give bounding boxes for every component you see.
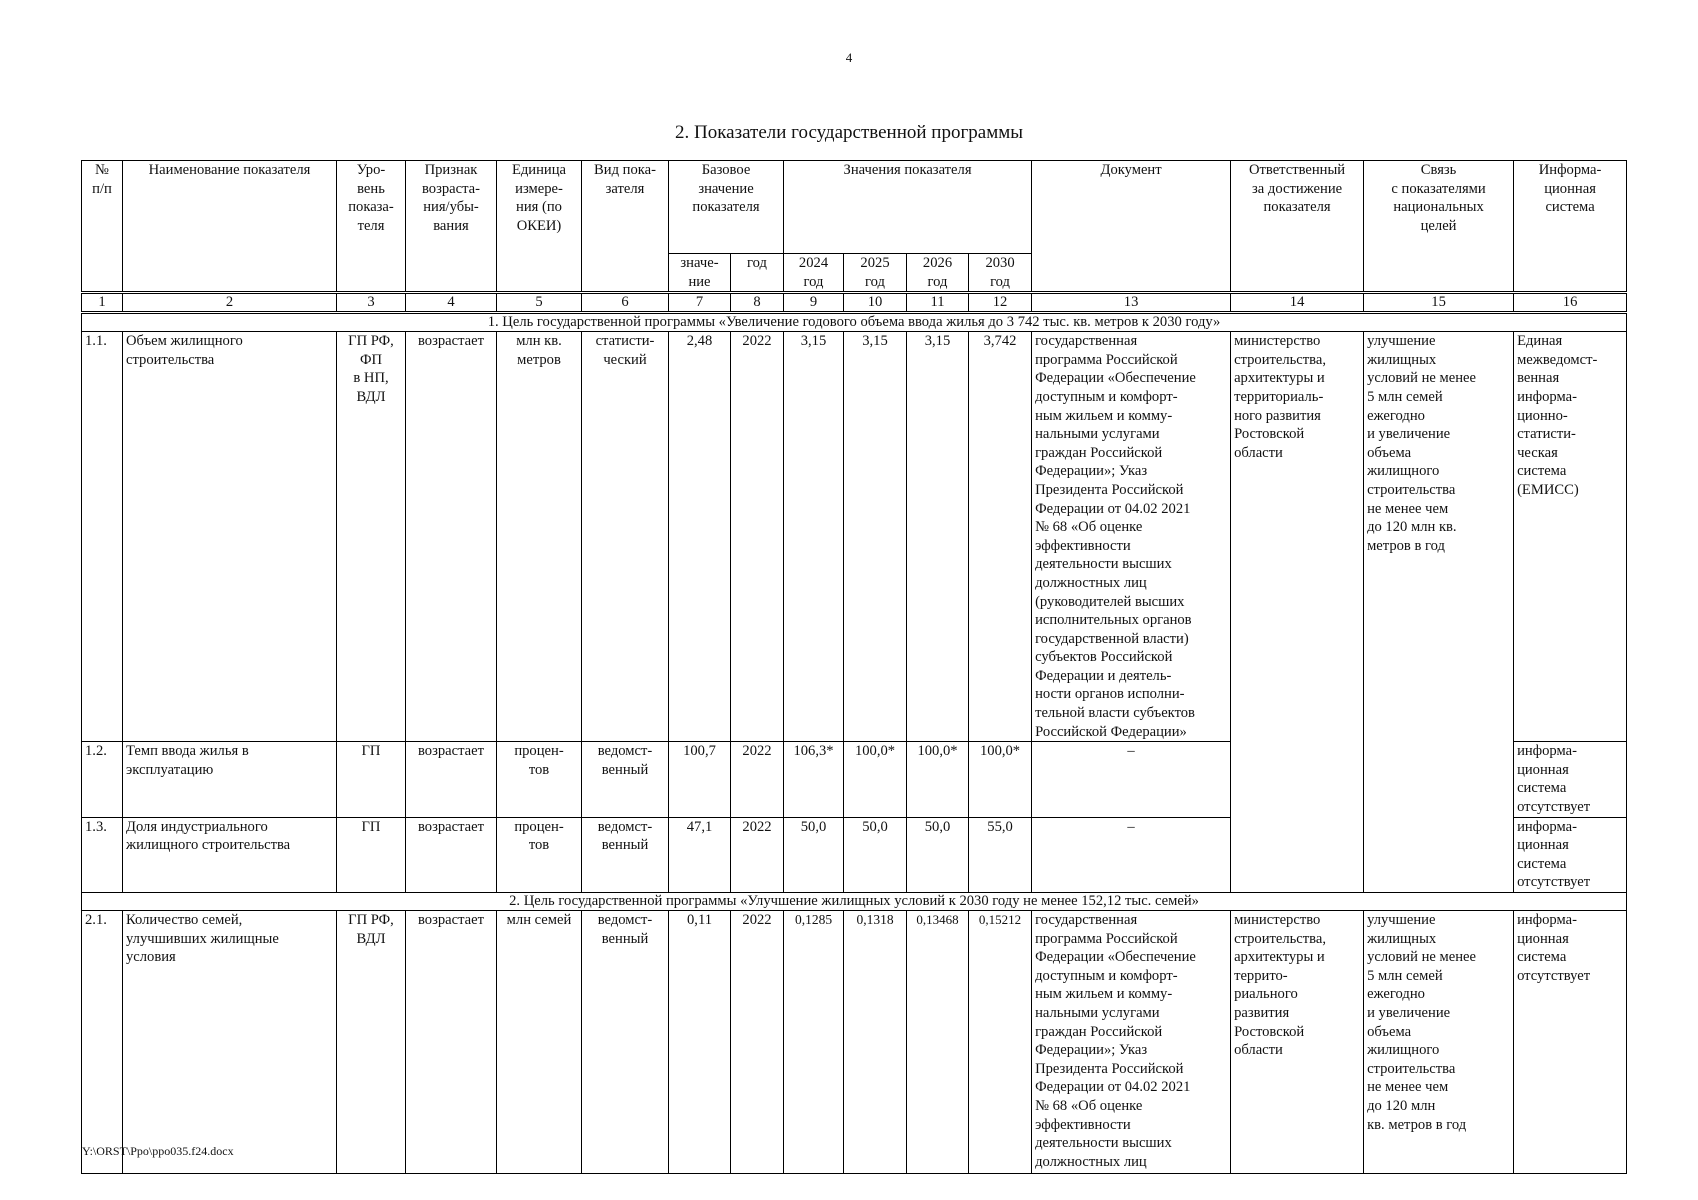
value-2025: 100,0* — [844, 742, 907, 817]
base-year: 2022 — [731, 742, 784, 817]
value-2030: 3,742 — [969, 332, 1032, 742]
indicator-trend: возрастает — [406, 911, 497, 1174]
value-2026: 0,13468 — [907, 911, 969, 1174]
column-number: 15 — [1364, 293, 1514, 313]
indicator-trend: возрастает — [406, 332, 497, 742]
column-number: 11 — [907, 293, 969, 313]
header-name: Наименование показателя — [123, 161, 337, 293]
indicator-level: ГП — [337, 742, 406, 817]
header-base: Базовое значение показателя — [669, 161, 784, 254]
column-number: 14 — [1231, 293, 1364, 313]
header-2030: 2030 год — [969, 254, 1032, 293]
value-2024: 0,1285 — [784, 911, 844, 1174]
header-base-value: значе- ние — [669, 254, 731, 293]
table-row — [82, 911, 1627, 1174]
footer-file-path: Y:\ORST\Ppo\ppo035.f24.docx — [82, 1144, 234, 1158]
indicator-trend: возрастает — [406, 742, 497, 817]
column-number: 2 — [123, 293, 337, 313]
value-2024: 3,15 — [784, 332, 844, 742]
document-cell: государственная программа Российской Федерации «Обеспечение доступным и комфорт- ным жильем и комму- нальными услугами граждан Российской Федерации»; Указ Президента Российской Федерации от 04.02 2021 № 68 «Об оценке эффективности деятельности высших должностных лиц (руководителей высших исполнительных органов государственной власти) субъектов Российской Федерации и деятель- ности органов исполни- тельной власти субъектов Российской Федерации» — [1032, 332, 1231, 742]
value-2025: 3,15 — [844, 332, 907, 742]
document-cell: – — [1032, 817, 1231, 892]
section-title: 2. Показатели государственной программы — [674, 122, 1024, 143]
column-number: 6 — [582, 293, 669, 313]
responsible-cell: министерство строительства, архитектуры и террито- риального развития Ростовской области — [1231, 911, 1364, 1174]
indicator-name: Количество семей, улучшивших жилищные условия — [123, 911, 337, 1174]
header-trend: Признак возраста- ния/убы- вания — [406, 161, 497, 293]
value-2026: 3,15 — [907, 332, 969, 742]
column-number: 1 — [82, 293, 123, 313]
header-type: Вид пока- зателя — [582, 161, 669, 293]
header-unit: Единица измере- ния (по ОКЕИ) — [497, 161, 582, 293]
infosystem-cell: информа- ционная система отсутствует — [1514, 817, 1627, 892]
header-row-1 — [82, 161, 1627, 254]
header-num: № п/п — [82, 161, 123, 293]
value-2024: 106,3* — [784, 742, 844, 817]
indicator-name: Доля индустриального жилищного строительства — [123, 817, 337, 892]
base-value: 0,11 — [669, 911, 731, 1174]
national-goals-link-cell: улучшение жилищных условий не менее 5 млн семей ежегодно и увеличение объема жилищного строительства не менее чем до 120 млн кв. метров в год — [1364, 911, 1514, 1174]
value-2030: 0,15212 — [969, 911, 1032, 1174]
value-2025: 50,0 — [844, 817, 907, 892]
header-2025: 2025 год — [844, 254, 907, 293]
row-num: 2.1. — [82, 911, 123, 1174]
infosystem-cell: Единая межведомст- венная информа- ционно- статисти- ческая система (ЕМИСС) — [1514, 332, 1627, 742]
header-2026: 2026 год — [907, 254, 969, 293]
responsible-cell: министерство строительства, архитектуры и территориаль- ного развития Ростовской области — [1231, 332, 1364, 893]
value-2026: 50,0 — [907, 817, 969, 892]
indicator-level: ГП — [337, 817, 406, 892]
goal-1-heading: 1. Цель государственной программы «Увеличение годового объема ввода жилья до 3 742 тыс. кв. метров к 2030 году» — [82, 313, 1627, 332]
column-number: 16 — [1514, 293, 1627, 313]
header-2024: 2024 год — [784, 254, 844, 293]
value-2030: 100,0* — [969, 742, 1032, 817]
indicator-unit: процен- тов — [497, 817, 582, 892]
base-value: 2,48 — [669, 332, 731, 742]
column-numbers-row — [82, 293, 1627, 313]
indicator-type: ведомст- венный — [582, 742, 669, 817]
base-value: 100,7 — [669, 742, 731, 817]
goal-row — [82, 313, 1627, 332]
header-link: Связь с показателями национальных целей — [1364, 161, 1514, 293]
header-values: Значения показателя — [784, 161, 1032, 254]
indicator-unit: процен- тов — [497, 742, 582, 817]
indicators-table — [81, 160, 1627, 1174]
infosystem-cell: информа- ционная система отсутствует — [1514, 742, 1627, 817]
header-level: Уро- вень показа- теля — [337, 161, 406, 293]
goal-row — [82, 893, 1627, 911]
base-year: 2022 — [731, 817, 784, 892]
base-value: 47,1 — [669, 817, 731, 892]
row-num: 1.1. — [82, 332, 123, 742]
column-number: 4 — [406, 293, 497, 313]
page-number: 4 — [845, 50, 853, 65]
indicator-name: Темп ввода жилья в эксплуатацию — [123, 742, 337, 817]
infosystem-cell: информа- ционная система отсутствует — [1514, 911, 1627, 1174]
base-year: 2022 — [731, 911, 784, 1174]
value-2024: 50,0 — [784, 817, 844, 892]
indicator-type: ведомст- венный — [582, 911, 669, 1174]
column-number: 8 — [731, 293, 784, 313]
national-goals-link-cell: улучшение жилищных условий не менее 5 млн семей ежегодно и увеличение объема жилищного строительства не менее чем до 120 млн кв. метров в год — [1364, 332, 1514, 893]
column-number: 12 — [969, 293, 1032, 313]
value-2026: 100,0* — [907, 742, 969, 817]
document-cell: – — [1032, 742, 1231, 817]
table-row — [82, 332, 1627, 742]
indicator-level: ГП РФ, ФП в НП, ВДЛ — [337, 332, 406, 742]
goal-2-heading: 2. Цель государственной программы «Улучшение жилищных условий к 2030 году не менее 152,12 тыс. семей» — [82, 893, 1627, 911]
indicator-name: Объем жилищного строительства — [123, 332, 337, 742]
column-number: 5 — [497, 293, 582, 313]
indicator-type: статисти- ческий — [582, 332, 669, 742]
header-responsible: Ответственный за достижение показателя — [1231, 161, 1364, 293]
document-cell: государственная программа Российской Федерации «Обеспечение доступным и комфорт- ным жильем и комму- нальными услугами граждан Российской Федерации»; Указ Президента Российской Федерации от 04.02 2021 № 68 «Об оценке эффективности деятельности высших должностных лиц — [1032, 911, 1231, 1174]
header-base-year: год — [731, 254, 784, 293]
value-2030: 55,0 — [969, 817, 1032, 892]
indicator-trend: возрастает — [406, 817, 497, 892]
column-number: 3 — [337, 293, 406, 313]
header-infosystem: Информа- ционная система — [1514, 161, 1627, 293]
column-number: 7 — [669, 293, 731, 313]
indicator-level: ГП РФ, ВДЛ — [337, 911, 406, 1174]
base-year: 2022 — [731, 332, 784, 742]
indicator-type: ведомст- венный — [582, 817, 669, 892]
value-2025: 0,1318 — [844, 911, 907, 1174]
column-number: 9 — [784, 293, 844, 313]
row-num: 1.3. — [82, 817, 123, 892]
indicator-unit: млн семей — [497, 911, 582, 1174]
column-number: 13 — [1032, 293, 1231, 313]
header-document: Документ — [1032, 161, 1231, 293]
column-number: 10 — [844, 293, 907, 313]
row-num: 1.2. — [82, 742, 123, 817]
indicator-unit: млн кв. метров — [497, 332, 582, 742]
